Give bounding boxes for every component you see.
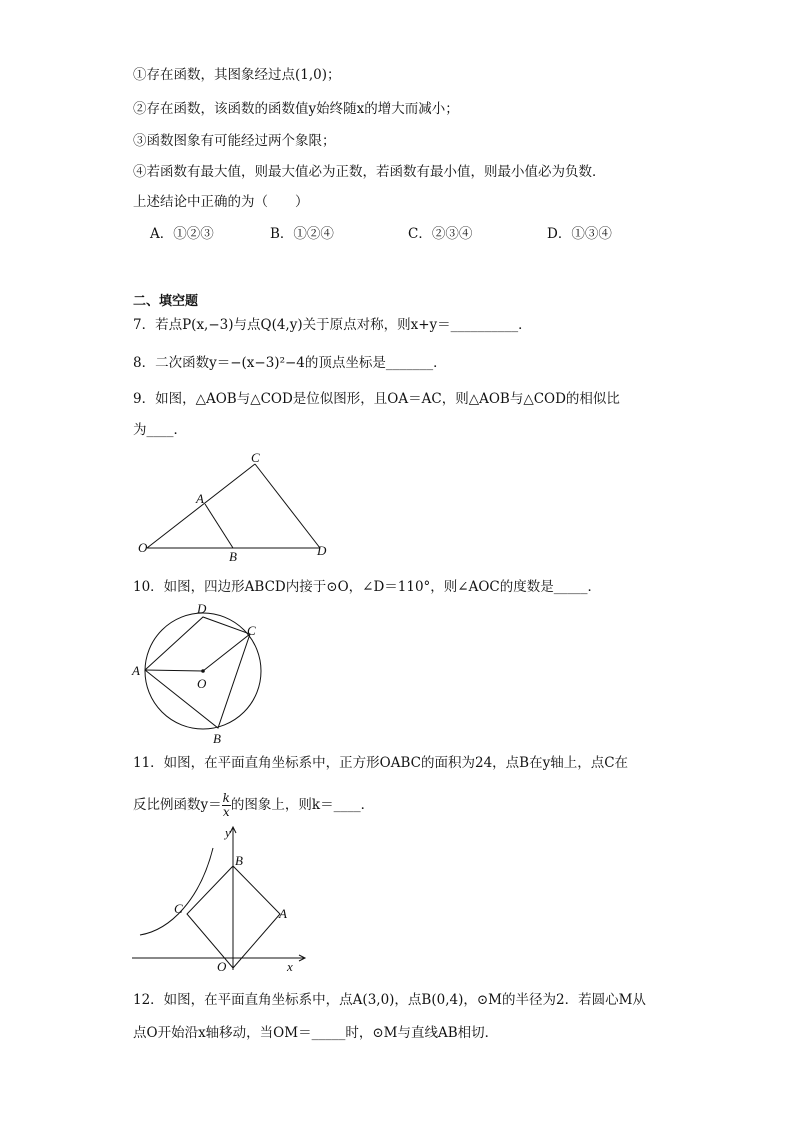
question-9-line-2: 为____． — [133, 422, 187, 438]
q11-text-post: 的图象上，则k＝____． — [230, 797, 375, 813]
segment-ao — [145, 670, 203, 671]
question-7: 7．若点P(x,−3)与点Q(4,y)关于原点对称，则x+y＝__________． — [133, 317, 532, 333]
q6-statement-2: ②存在函数，该函数的函数值y始终随x的增大而减小； — [133, 101, 459, 117]
frac-denominator: x — [222, 805, 230, 819]
option-a[interactable]: A．①②③ — [150, 226, 214, 242]
segment-oc — [147, 464, 255, 548]
q9-figure — [135, 450, 335, 562]
q6-prompt: 上述结论中正确的为（ ） — [133, 194, 309, 210]
option-c[interactable]: C．②③④ — [408, 226, 473, 242]
segment-cd — [255, 464, 320, 548]
label-a: A — [132, 663, 140, 678]
option-b[interactable]: B．①②④ — [270, 226, 334, 242]
segment-oc — [203, 634, 250, 671]
q6-statement-4: ④若函数有最大值，则最大值必为正数，若函数有最小值，则最小值必为负数． — [133, 164, 606, 180]
question-9-line-1: 9．如图，△AOB与△COD是位似图形，且OA＝AC，则△AOB与△COD的相似比 — [133, 391, 620, 407]
label-d: D — [317, 543, 327, 558]
label-o: O — [138, 540, 148, 555]
question-10: 10．如图，四边形ABCD内接于⊙O，∠D＝110°，则∠AOC的度数是_____． — [133, 579, 601, 595]
question-8: 8．二次函数y＝−(x−3)²−4的顶点坐标是_______． — [133, 355, 447, 371]
label-x: x — [287, 959, 293, 974]
option-d[interactable]: D．①③④ — [547, 226, 612, 242]
q6-statement-3: ③函数图象有可能经过两个象限； — [133, 133, 336, 149]
label-y: y — [225, 825, 231, 840]
label-b: B — [213, 731, 221, 746]
question-12-line-1: 12．如图，在平面直角坐标系中，点A(3,0)，点B(0,4)，⊙M的半径为2．若圆心M从 — [133, 992, 646, 1008]
label-c: C — [247, 623, 256, 638]
q10-figure — [130, 598, 280, 748]
label-o: O — [217, 959, 227, 974]
question-11-line-1: 11．如图，在平面直角坐标系中，正方形OABC的面积为24，点B在y轴上，点C在 — [133, 755, 629, 771]
segment-ab — [205, 504, 233, 548]
hyperbola-curve — [140, 848, 213, 935]
q11-text-pre: 反比例函数y＝ — [133, 797, 222, 813]
fraction-k-over-x — [222, 792, 231, 819]
label-d: D — [197, 601, 207, 616]
label-o: O — [197, 676, 207, 691]
question-11-line-2 — [133, 790, 374, 820]
label-a: A — [196, 491, 204, 506]
label-c: C — [251, 450, 260, 465]
q6-statement-1: ①存在函数，其图象经过点(1,0)； — [133, 67, 341, 83]
frac-numerator: k — [222, 791, 230, 805]
label-c: C — [174, 901, 183, 916]
q11-figure — [130, 825, 330, 975]
center-point — [201, 669, 205, 673]
question-12-line-2: 点O开始沿x轴移动，当OM＝_____时，⊙M与直线AB相切． — [133, 1025, 499, 1041]
section-title: 二、填空题 — [133, 294, 199, 309]
label-a: A — [279, 906, 287, 921]
label-b: B — [229, 549, 237, 564]
label-b: B — [235, 853, 243, 868]
